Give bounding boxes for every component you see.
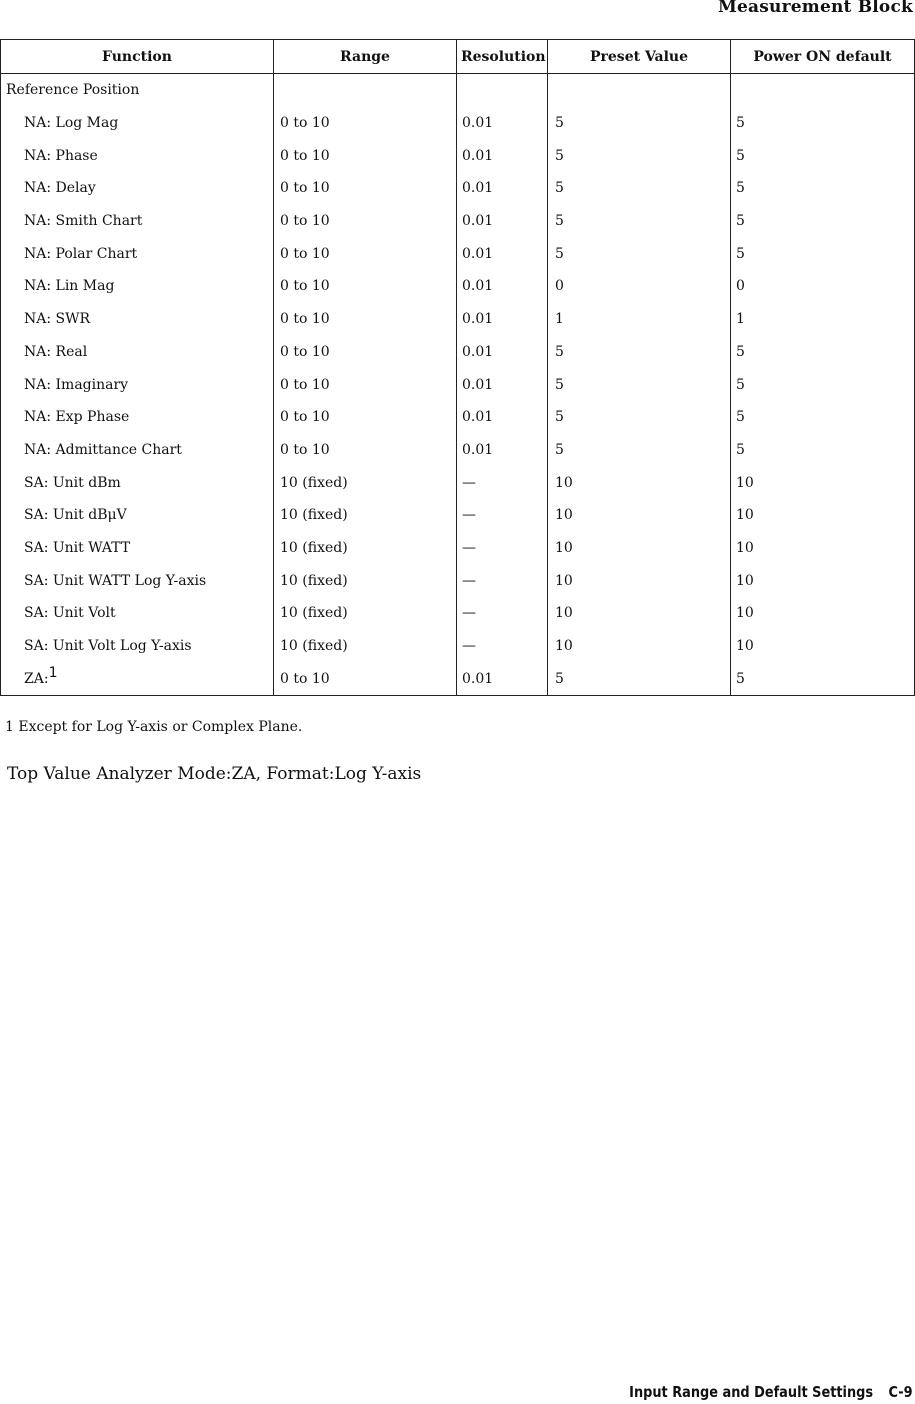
cell-power-on-default: [731, 303, 915, 336]
table-row: [1, 270, 915, 303]
cell-resolution-text: —: [462, 572, 476, 589]
cell-function-text: SA: Unit dBm: [24, 474, 121, 491]
cell-resolution-text: 0.01: [462, 115, 494, 132]
cell-function: [1, 434, 274, 467]
cell-power-on-default: [731, 662, 915, 695]
cell-power-on-default-text: 10: [736, 638, 754, 655]
cell-range: [274, 401, 457, 434]
table-row: [1, 466, 915, 499]
cell-resolution-text: 0.01: [462, 311, 494, 328]
cell-resolution-text: 0.01: [462, 147, 494, 164]
cell-preset-value-text: 10: [555, 474, 573, 491]
cell-range: [274, 336, 457, 369]
table-row: [1, 107, 915, 140]
cell-range-text: 0 to 10: [280, 147, 330, 164]
cell-preset-value: [548, 368, 731, 401]
footer-section-title: Input Range and Default Settings: [629, 1383, 874, 1401]
cell-resolution-text: —: [462, 605, 476, 622]
cell-range: [274, 466, 457, 499]
cell-function-text: NA: Exp Phase: [24, 409, 130, 426]
table-row: [1, 499, 915, 532]
cell-resolution: [457, 564, 548, 597]
cell-power-on-default-text: 5: [736, 409, 745, 426]
cell-power-on-default-text: 5: [736, 115, 745, 132]
cell-resolution-text: 0.01: [462, 376, 494, 393]
cell-power-on-default: [731, 270, 915, 303]
cell-range-text: 10 (fixed): [280, 474, 348, 491]
table-header-row: [1, 40, 915, 74]
measurement-block-table: [0, 39, 915, 696]
cell-preset-value: [548, 466, 731, 499]
cell-power-on-default: [731, 597, 915, 630]
cell-power-on-default: [731, 237, 915, 270]
cell-function-text: NA: Log Mag: [24, 115, 119, 132]
table-group-row: [1, 74, 915, 107]
cell-function-text: NA: SWR: [24, 311, 91, 328]
cell-range-text: 0 to 10: [280, 213, 330, 230]
cell-resolution: [457, 139, 548, 172]
cell-power-on-default-text: 5: [736, 213, 745, 230]
cell-function-text: SA: Unit WATT: [24, 539, 131, 556]
table-footnote: 1 Except for Log Y-axis or Complex Plane.: [5, 719, 303, 735]
cell-power-on-default-text: 10: [736, 474, 754, 491]
cell-resolution: [457, 336, 548, 369]
table-row: [1, 172, 915, 205]
cell-resolution: [457, 172, 548, 205]
cell-preset-value: [548, 564, 731, 597]
cell-power-on-default: [731, 466, 915, 499]
footnote-reference: 1: [48, 664, 58, 681]
cell-resolution: [457, 205, 548, 238]
cell-range: [274, 303, 457, 336]
cell-resolution-text: 0.01: [462, 670, 494, 687]
cell-function: [1, 401, 274, 434]
table-row: [1, 401, 915, 434]
cell-range: [274, 499, 457, 532]
cell-resolution-text: —: [462, 539, 476, 556]
cell-power-on-default-text: 10: [736, 572, 754, 589]
cell-resolution-text: —: [462, 474, 476, 491]
cell-function: [1, 630, 274, 663]
cell-function: [1, 237, 274, 270]
cell-function: [1, 139, 274, 172]
cell-preset-value: [548, 303, 731, 336]
cell-preset-value: [548, 499, 731, 532]
table-row: [1, 336, 915, 369]
cell-resolution: [457, 630, 548, 663]
cell-power-on-default-text: 5: [736, 376, 745, 393]
cell-power-on-default: [731, 434, 915, 467]
cell-preset-value: [548, 139, 731, 172]
cell-function: [1, 597, 274, 630]
footer-page-number: C-9: [888, 1383, 913, 1401]
cell-resolution-text: 0.01: [462, 409, 494, 426]
cell-range-text: 10 (fixed): [280, 572, 348, 589]
cell-power-on-default: [731, 401, 915, 434]
cell-preset-value: [548, 270, 731, 303]
table-row: [1, 532, 915, 565]
column-header-range: Range: [274, 40, 457, 74]
cell-resolution: [457, 597, 548, 630]
column-header-preset-value: Preset Value: [548, 40, 731, 74]
cell-preset-value: [548, 205, 731, 238]
cell-function-text: SA: Unit WATT Log Y-axis: [24, 572, 207, 589]
cell-resolution: [457, 466, 548, 499]
cell-power-on-default: [731, 368, 915, 401]
cell-preset-value: [548, 597, 731, 630]
cell-range: [274, 368, 457, 401]
cell-function: [1, 564, 274, 597]
cell-power-on-default: [731, 205, 915, 238]
cell-power-on-default-text: 5: [736, 147, 745, 164]
cell-resolution-text: 0.01: [462, 343, 494, 360]
cell-range: [274, 597, 457, 630]
cell-power-on-default-text: 5: [736, 343, 745, 360]
cell-power-on-default-text: 5: [736, 441, 745, 458]
cell-resolution: [457, 499, 548, 532]
cell-range-text: 0 to 10: [280, 441, 330, 458]
page-footer: [630, 1383, 913, 1401]
cell-function-text: NA: Admittance Chart: [24, 441, 182, 458]
cell-preset-value-text: 1: [555, 311, 564, 328]
cell-function: [1, 368, 274, 401]
table-row: [1, 630, 915, 663]
cell-preset-value-text: 5: [555, 343, 564, 360]
cell-resolution-text: —: [462, 638, 476, 655]
cell-function: [1, 270, 274, 303]
cell-function: [1, 172, 274, 205]
cell-preset-value: [548, 662, 731, 695]
cell-function-text: NA: Real: [24, 343, 88, 360]
table-row: [1, 303, 915, 336]
cell-range-text: 0 to 10: [280, 409, 330, 426]
cell-range: [274, 630, 457, 663]
cell-function: [1, 532, 274, 565]
cell-preset-value-text: 10: [555, 638, 573, 655]
cell-resolution-text: 0.01: [462, 441, 494, 458]
cell-resolution: [457, 237, 548, 270]
cell-power-on-default-text: 10: [736, 539, 754, 556]
cell-function: [1, 662, 274, 695]
page-header-title: Measurement Block: [718, 0, 913, 17]
cell-resolution: [457, 270, 548, 303]
cell-resolution-text: 0.01: [462, 278, 494, 295]
cell-range-text: 0 to 10: [280, 670, 330, 687]
cell-preset-value-text: 10: [555, 605, 573, 622]
cell-resolution: [457, 662, 548, 695]
cell-power-on-default: [731, 139, 915, 172]
cell-power-on-default: [731, 336, 915, 369]
cell-range: [274, 205, 457, 238]
cell-resolution-text: 0.01: [462, 245, 494, 262]
cell-resolution: [457, 368, 548, 401]
cell-resolution: [457, 401, 548, 434]
cell-preset-value-text: 5: [555, 245, 564, 262]
table-row: [1, 237, 915, 270]
cell-preset-value-text: 0: [555, 278, 564, 295]
cell-function-text: NA: Lin Mag: [24, 278, 115, 295]
cell-range: [274, 270, 457, 303]
cell-power-on-default: [731, 499, 915, 532]
cell-preset-value-text: 5: [555, 180, 564, 197]
cell-range: [274, 662, 457, 695]
table-row: [1, 434, 915, 467]
cell-power-on-default-text: 1: [736, 311, 745, 328]
cell-function-text: SA: Unit dBμV: [24, 507, 127, 524]
cell-preset-value-text: 5: [555, 670, 564, 687]
cell-resolution: [457, 107, 548, 140]
column-header-power-on-default: Power ON default: [731, 40, 915, 74]
column-header-function: Function: [1, 40, 274, 74]
cell-range-text: 0 to 10: [280, 245, 330, 262]
cell-range: [274, 107, 457, 140]
figure-caption: Top Value Analyzer Mode:ZA, Format:Log Y-axis: [7, 764, 422, 784]
cell-function: [1, 336, 274, 369]
cell-function-text: NA: Delay: [24, 180, 96, 197]
cell-range-text: 0 to 10: [280, 343, 330, 360]
cell-range: [274, 532, 457, 565]
cell-range: [274, 172, 457, 205]
table-row: [1, 662, 915, 695]
cell-range: [274, 434, 457, 467]
table-row: [1, 205, 915, 238]
cell-range-text: 0 to 10: [280, 311, 330, 328]
group-label-reference-position: Reference Position: [1, 74, 274, 107]
cell-range: [274, 564, 457, 597]
cell-range-text: 0 to 10: [280, 115, 330, 132]
cell-resolution: [457, 434, 548, 467]
cell-function: [1, 205, 274, 238]
cell-function: [1, 303, 274, 336]
cell-preset-value: [548, 434, 731, 467]
cell-function: [1, 466, 274, 499]
table-row: [1, 139, 915, 172]
cell-power-on-default: [731, 172, 915, 205]
cell-power-on-default-text: 10: [736, 507, 754, 524]
cell-power-on-default-text: 5: [736, 245, 745, 262]
cell-function-text: ZA:: [24, 670, 49, 687]
cell-range-text: 10 (fixed): [280, 507, 348, 524]
cell-preset-value-text: 10: [555, 507, 573, 524]
cell-preset-value: [548, 532, 731, 565]
cell-function: [1, 499, 274, 532]
cell-power-on-default-text: 5: [736, 180, 745, 197]
cell-range-text: 10 (fixed): [280, 539, 348, 556]
cell-function-text: NA: Polar Chart: [24, 245, 138, 262]
cell-function: [1, 107, 274, 140]
cell-power-on-default-text: 0: [736, 278, 745, 295]
cell-resolution-text: 0.01: [462, 213, 494, 230]
cell-function-text: SA: Unit Volt: [24, 605, 116, 622]
cell-function-text: NA: Smith Chart: [24, 213, 143, 230]
cell-preset-value-text: 5: [555, 115, 564, 132]
cell-power-on-default: [731, 107, 915, 140]
cell-preset-value-text: 5: [555, 376, 564, 393]
cell-function-text: NA: Phase: [24, 147, 98, 164]
cell-power-on-default: [731, 564, 915, 597]
cell-resolution: [457, 532, 548, 565]
cell-function-text: SA: Unit Volt Log Y-axis: [24, 638, 192, 655]
cell-preset-value-text: 10: [555, 539, 573, 556]
cell-resolution-text: 0.01: [462, 180, 494, 197]
cell-range-text: 0 to 10: [280, 180, 330, 197]
cell-resolution: [457, 303, 548, 336]
cell-range-text: 10 (fixed): [280, 638, 348, 655]
cell-preset-value-text: 5: [555, 213, 564, 230]
cell-power-on-default-text: 5: [736, 670, 745, 687]
cell-preset-value: [548, 630, 731, 663]
cell-range-text: 0 to 10: [280, 376, 330, 393]
cell-preset-value-text: 10: [555, 572, 573, 589]
cell-preset-value-text: 5: [555, 409, 564, 426]
column-header-resolution: Resolution: [457, 40, 548, 74]
cell-range: [274, 237, 457, 270]
table-row: [1, 564, 915, 597]
cell-range-text: 0 to 10: [280, 278, 330, 295]
cell-preset-value: [548, 401, 731, 434]
cell-range: [274, 139, 457, 172]
cell-preset-value: [548, 107, 731, 140]
table-row: [1, 368, 915, 401]
cell-preset-value-text: 5: [555, 147, 564, 164]
table-row: [1, 597, 915, 630]
cell-preset-value: [548, 336, 731, 369]
cell-resolution-text: —: [462, 507, 476, 524]
cell-preset-value: [548, 237, 731, 270]
cell-power-on-default: [731, 630, 915, 663]
cell-power-on-default-text: 10: [736, 605, 754, 622]
cell-power-on-default: [731, 532, 915, 565]
cell-range-text: 10 (fixed): [280, 605, 348, 622]
cell-preset-value-text: 5: [555, 441, 564, 458]
cell-preset-value: [548, 172, 731, 205]
cell-function-text: NA: Imaginary: [24, 376, 129, 393]
